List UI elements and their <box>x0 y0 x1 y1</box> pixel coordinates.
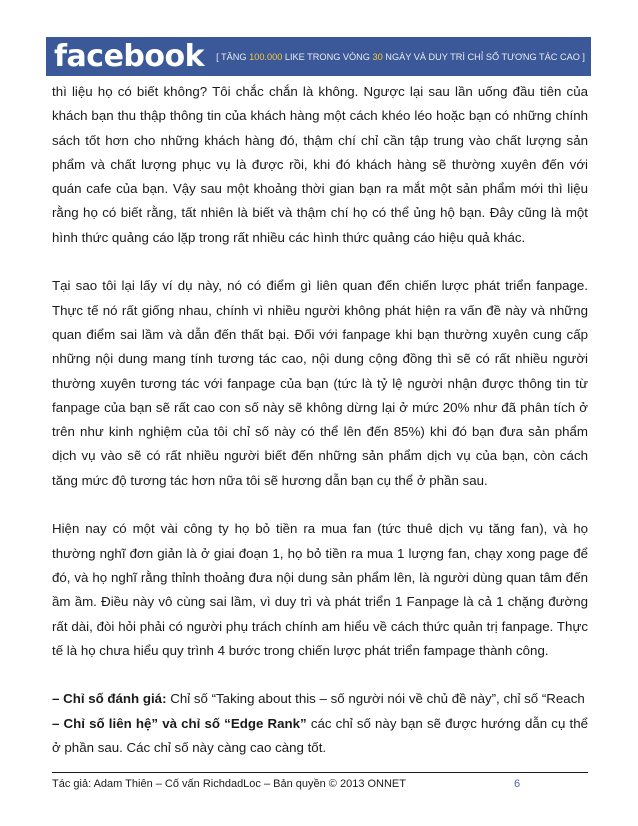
bullet-rating-label: – Chỉ số đánh giá: <box>52 691 167 707</box>
tagline-days: 30 <box>372 51 383 62</box>
bullet-rating-text: Chỉ số “Taking about this – số người nói về chủ đề này”, chỉ số “Reach <box>166 691 585 707</box>
bullet-contact <box>52 712 588 761</box>
paragraph-3: Hiện nay có một vài công ty họ bỏ tiền ra mua fan (tức thuê dịch vụ tăng fan), và họ thường nghĩ đơn giản là ở giai đoạn 1, họ bỏ tiền ra mua 1 lượng fan, chạy xong page để đó, và họ nghĩ rằng thỉnh thoảng đưa nội dung sản phẩm lên, là người dùng quan tâm đến ầm ầm. Điều này vô cùng sai lầm, vì duy trì và phát triển 1 Fanpage là cả 1 chặng đường rất dài, đòi hỏi phải có người phụ trách chính am hiểu về cách thức quản trị fanpage. Thực tế là họ chưa hiểu quy trình 4 bước trong chiến lược phát triển fampage thành công. <box>52 521 588 658</box>
tagline-open: [ TĂNG <box>216 51 250 62</box>
bullet-rating <box>52 687 588 711</box>
footer-rule <box>52 772 588 773</box>
page-number: 6 <box>514 778 521 790</box>
facebook-logo: facebook <box>54 39 205 74</box>
paragraph-2: Tại sao tôi lại lấy ví dụ này, nó có điểm gì liên quan đến chiến lược phát triển fanpage. Thực tế nó rất giống nhau, chính vì nhiều người không phát hiện ra vấn đề này và những quan điểm sai lầm và dẫn đến thất bại. Đối với fanpage khi bạn thường xuyên cung cấp những nội dung mang tính tương tác cao, nội dung cộng đồng thì sẽ có rất nhiều người thường xuyên tương tác với fanpage của bạn (tức là tỷ lệ người nhận được thông tin từ fanpage của bạn sẽ rất cao con số này sẽ không dừng lại ở mức 20% như đã phân tích ở trên như kinh nghiệm của tôi chỉ số này có thể lên đến 85%) khi đó bạn đưa sản phẩm dịch vụ vào sẽ có rất nhiều người biết đến những sản phẩm dịch vụ của bạn, còn cách tăng mức độ tương tác hơn nữa tôi sẽ hương dẫn bạn cụ thể ở phần sau. <box>52 278 588 488</box>
bullet-contact-text: các chỉ số này bạn sẽ được hướng dẫn cụ thể ở phần sau. Các chỉ số này càng cao càng tốt. <box>52 715 588 756</box>
facebook-banner <box>46 37 591 76</box>
document-body <box>52 80 588 760</box>
tagline-end: NGÀY VÀ DUY TRÌ CHỈ SỐ TƯƠNG TÁC CAO ] <box>382 51 585 62</box>
tagline-likes: 100.000 <box>249 51 283 62</box>
tagline-mid: LIKE TRONG VÒNG <box>282 51 373 62</box>
footer-credit: Tác giả: Adam Thiên – Cố vấn RichdadLoc – Bản quyền © 2013 ONNET <box>52 778 406 790</box>
banner-tagline <box>216 52 585 62</box>
bullet-contact-label: – Chỉ số liên hệ” và chỉ số “Edge Rank” <box>52 715 307 731</box>
paragraph-1: thì liệu họ có biết không? Tôi chắc chắn là không. Ngược lại sau lần uống đầu tiên của khách bạn thu thập thông tin của khách hàng một cách khéo léo hoặc bạn có những chính sách tốt hơn cho những khách hàng đó, thậm chí chỉ cần tập trung vào chất lượng sản phẩm và chất lượng phục vụ là được rồi, khi đó khách hàng sẽ thường xuyên đến với quán cafe của bạn. Vậy sau một khoảng thời gian bạn ra mắt một sản phẩm mới thì liệu rằng họ có biết rằng, tất nhiên là biết và thậm chí họ có thể ủng hộ bạn. Đây cũng là một hình thức quảng cáo lặp trong rất nhiều các hình thức quảng cáo hiệu quả khác. <box>52 84 588 245</box>
